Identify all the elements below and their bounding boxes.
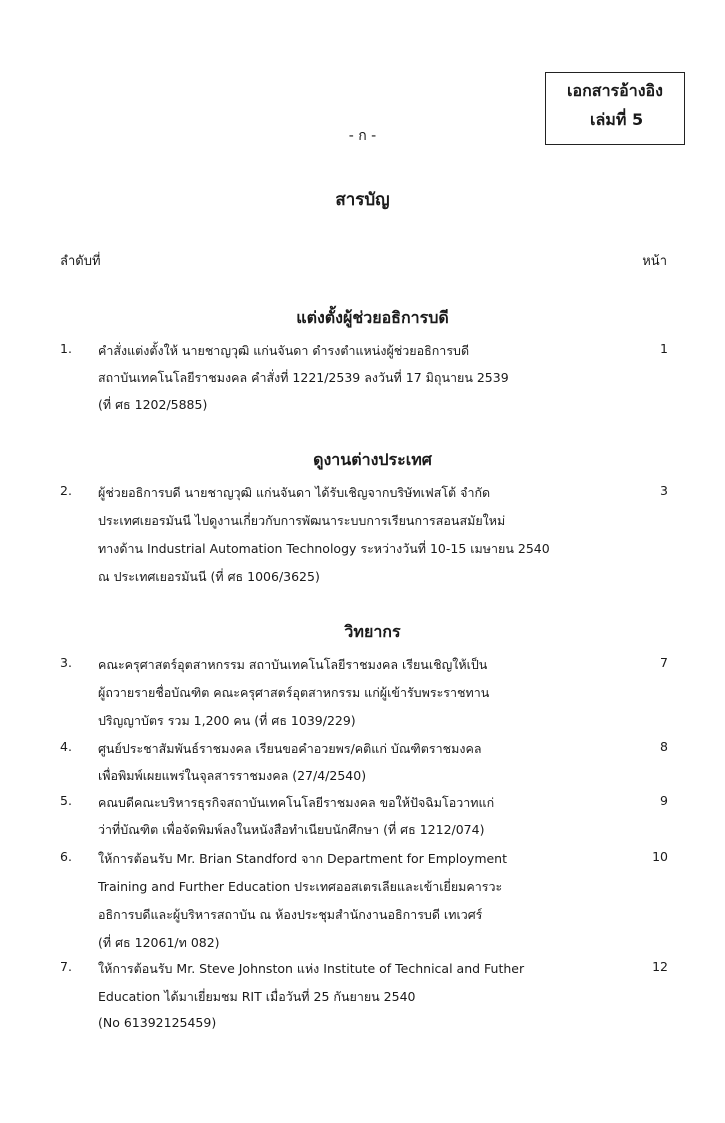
entry-page: 12 bbox=[652, 959, 668, 974]
entry-line: Education ได้มาเยี่ยมชม RIT เมื่อวันที่ 25 กันยายน 2540 bbox=[98, 989, 416, 1004]
entry-line: คณบดีคณะบริหารธุรกิจสถาบันเทคโนโลยีราชมงคล ขอให้ปัจฉิมโอวาทแก่ bbox=[98, 795, 495, 810]
entry-line: ปริญญาบัตร รวม 1,200 คน (ที่ ศธ 1039/229) bbox=[98, 713, 356, 728]
entry-page: 10 bbox=[652, 849, 668, 864]
entry-line: ทางด้าน Industrial Automation Technology ระหว่างวันที่ 10-15 เมษายน 2540 bbox=[98, 541, 550, 556]
stamp-line-2: เล่มที่ 5 bbox=[590, 110, 644, 129]
entry-line: คณะครุศาสตร์อุตสาหกรรม สถาบันเทคโนโลยีราชมงคล เรียนเชิญให้เป็น bbox=[98, 657, 488, 672]
entry-line: ให้การต้อนรับ Mr. Brian Standford จาก Department for Employment bbox=[98, 851, 508, 866]
section-heading: วิทยากร bbox=[344, 622, 401, 641]
entry-line: ผู้ช่วยอธิการบดี นายชาญวุฒิ แก่นจันดา ได้รับเชิญจากบริษัทเฟสโต้ จำกัด bbox=[98, 485, 491, 500]
entry-line: ให้การต้อนรับ Mr. Steve Johnston แห่ง Institute of Technical and Futher bbox=[98, 961, 525, 976]
entry-line: (ที่ ศธ 12061/ท 082) bbox=[98, 935, 220, 950]
section-heading: ดูงานต่างประเทศ bbox=[313, 450, 432, 469]
entry-line: (ที่ ศธ 1202/5885) bbox=[98, 397, 208, 412]
entry-number: 6. bbox=[60, 849, 72, 864]
page-title: สารบัญ bbox=[335, 190, 390, 210]
entry-line: ศูนย์ประชาสัมพันธ์ราชมงคล เรียนขอคำอวยพร/คติแก่ บัณฑิตราชมงคล bbox=[98, 741, 482, 756]
entry-page: 9 bbox=[660, 793, 668, 808]
entry-line: เพื่อพิมพ์เผยแพร่ในจุลสารราชมงคล (27/4/2540) bbox=[98, 768, 367, 783]
entry-number: 1. bbox=[60, 341, 72, 356]
entry-line: ณ ประเทศเยอรมันนี (ที่ ศธ 1006/3625) bbox=[98, 569, 320, 584]
column-header-order: ลำดับที่ bbox=[60, 254, 101, 269]
entry-line: (No 61392125459) bbox=[98, 1015, 217, 1030]
entry-page: 7 bbox=[660, 655, 668, 670]
entry-line: ประเทศเยอรมันนี ไปดูงานเกี่ยวกับการพัฒนาระบบการเรียนการสอนสมัยใหม่ bbox=[98, 513, 506, 528]
entry-number: 3. bbox=[60, 655, 72, 670]
entry-number: 5. bbox=[60, 793, 72, 808]
entry-number: 2. bbox=[60, 483, 72, 498]
entry-line: คำสั่งแต่งตั้งให้ นายชาญวุฒิ แก่นจันดา ดำรงตำแหน่งผู้ช่วยอธิการบดี bbox=[98, 343, 470, 358]
entry-line: Training and Further Education ประเทศออสเตรเลียและเข้าเยี่ยมคารวะ bbox=[98, 879, 503, 894]
entry-line: ผู้ถวายรายชื่อบัณฑิต คณะครุศาสตร์อุตสาหกรรม แก่ผู้เข้ารับพระราชทาน bbox=[98, 685, 490, 700]
entry-page: 1 bbox=[660, 341, 668, 356]
entry-line: สถาบันเทคโนโลยีราชมงคล คำสั่งที่ 1221/2539 ลงวันที่ 17 มิถุนายน 2539 bbox=[98, 370, 509, 385]
entry-page: 3 bbox=[660, 483, 668, 498]
entry-number: 7. bbox=[60, 959, 72, 974]
section-heading: แต่งตั้งผู้ช่วยอธิการบดี bbox=[296, 308, 449, 327]
page-number: - ก - bbox=[348, 128, 377, 144]
entry-number: 4. bbox=[60, 739, 72, 754]
entry-line: อธิการบดีและผู้บริหารสถาบัน ณ ห้องประชุมสำนักงานอธิการบดี เทเวศร์ bbox=[98, 907, 483, 922]
entry-line: ว่าที่บัณฑิต เพื่อจัดพิมพ์ลงในหนังสือทำเนียบนักศึกษา (ที่ ศธ 1212/074) bbox=[98, 822, 485, 837]
column-header-page: หน้า bbox=[642, 254, 667, 269]
entry-page: 8 bbox=[660, 739, 668, 754]
stamp-line-1: เอกสารอ้างอิง bbox=[567, 81, 663, 100]
